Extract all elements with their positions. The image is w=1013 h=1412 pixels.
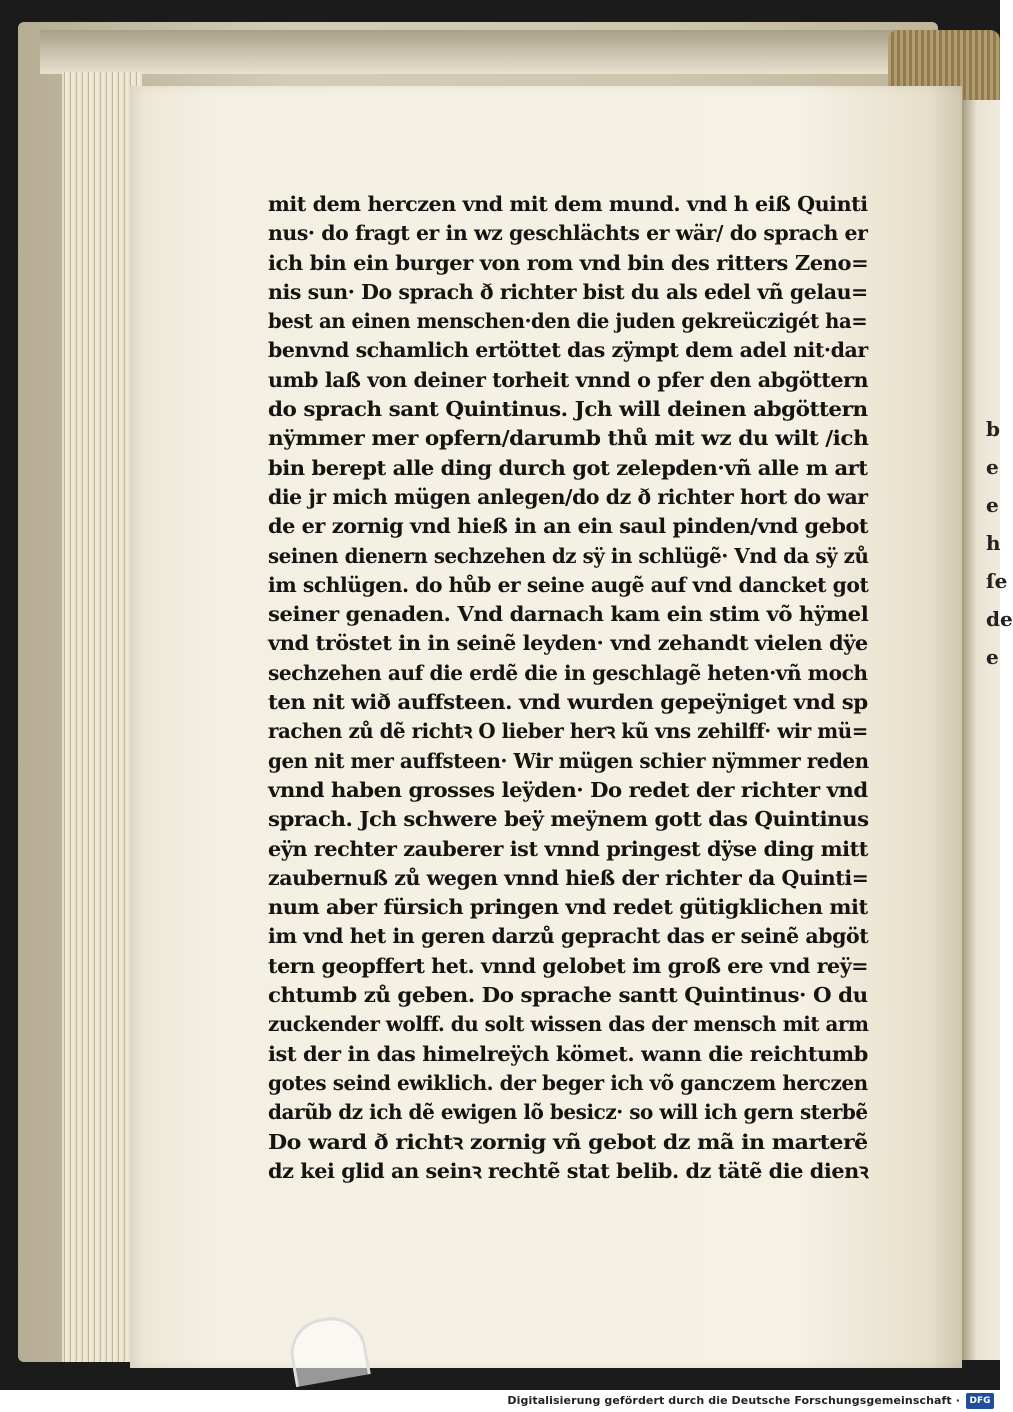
text-line: best an einen menschen·den die juden gekreüczigét ha=: [268, 309, 868, 334]
facing-page-fragment: de: [986, 607, 1013, 631]
text-line: do sprach sant Quintinus. Jch will deinen abgöttern: [268, 397, 868, 422]
text-line: zaubernuß zů wegen vnnd hieß der richter da Quinti=: [268, 865, 869, 890]
text-line: chtumb zů geben. Do sprache santt Quintinus· O du: [268, 983, 868, 1008]
text-line: num aber fürsich pringen vnd redet gütigklichen mit: [268, 895, 868, 920]
facing-page-text-fragments: [986, 410, 1013, 970]
text-line: Do ward ð richtꝛ zornig vñ gebot dz mã in marterẽ: [268, 1129, 868, 1154]
text-line: eÿn rechter zauberer ist vnnd pringest dÿse ding mitt: [268, 836, 868, 861]
text-line: de er zornig vnd hieß in an ein saul pinden/vnd gebot: [268, 514, 869, 539]
text-line: bin berept alle ding durch got zelepden·vñ alle m art: [268, 455, 868, 480]
text-line: im schlügen. do hůb er seine augẽ auf vnd dancket got: [268, 572, 869, 597]
text-line: sprach. Jch schwere beÿ meÿnem gott das Quintinus: [268, 807, 869, 832]
text-line: ten nit wið auffsteen. vnd wurden gepeÿniget vnd sp: [268, 690, 868, 715]
page-text-block: [268, 190, 868, 1186]
text-line: gen nit mer auffsteen· Wir mügen schier nÿmmer reden: [268, 748, 869, 773]
text-line: ist der in das himelreÿch kömet. wann die reichtumb: [268, 1041, 868, 1066]
dfg-logo-icon: DFG: [966, 1393, 994, 1409]
facing-page-fragment: ſe: [986, 569, 1008, 593]
footer-bar: [0, 1390, 1000, 1412]
text-line: nus· do fragt er in wz geschlächts er wär/ do sprach er: [268, 221, 868, 246]
facing-page-fragment: b: [986, 417, 1000, 441]
text-line: sechzehen auf die erdẽ die in geschlagẽ heten·vñ moch: [268, 660, 868, 685]
text-line: ich bin ein burger von rom vnd bin des ritters Zeno=: [268, 250, 869, 275]
facing-page-fragment: e: [986, 493, 999, 517]
funding-credit: Digitalisierung gefördert durch die Deutsche Forschungsgemeinschaft ·: [507, 1394, 960, 1407]
facing-page-fragment: h: [986, 531, 1001, 555]
text-line: rachen zů dẽ richtꝛ O lieber herꝛ kũ vns zehilff· wir mü=: [268, 719, 868, 744]
facing-page-fragment: e: [986, 645, 999, 669]
text-line: gotes seind ewiklich. der beger ich võ ganczem herczen: [268, 1070, 868, 1095]
text-line: tern geopffert het. vnnd gelobet im groß ere vnd reÿ=: [268, 953, 869, 978]
text-line: zuckender wolff. du solt wissen das der mensch mit arm: [268, 1012, 869, 1037]
text-line: nis sun· Do sprach ð richter bist du als edel vñ gelau=: [268, 279, 868, 304]
text-line: darũb dz ich dẽ ewigen lõ besicz· so will ich gern sterbẽ: [268, 1100, 868, 1125]
text-line: nÿmmer mer opfern/darumb thů mit wz du wilt /ich: [268, 426, 869, 451]
text-line: mit dem herczen vnd mit dem mund. vnd h eiß Quinti: [268, 192, 868, 216]
text-line: im vnd het in geren darzů gepracht das er seinẽ abgöt: [268, 924, 869, 949]
text-line: dz kei glid an seinꝛ rechtẽ stat belib. dz tätẽ die dienꝛ: [268, 1158, 869, 1183]
text-line: benvnd schamlich ertöttet das zÿmpt dem adel nit·dar: [268, 338, 868, 363]
cover-top-edge: [40, 30, 920, 74]
facing-page-fragment: e: [986, 455, 999, 479]
text-line: seinen dienern sechzehen dz sÿ in schlügẽ· Vnd da sÿ zů: [268, 543, 869, 568]
text-line: vnd tröstet in in seinẽ leyden· vnd zehandt vielen dÿe: [268, 631, 868, 656]
text-line: vnnd haben grosses leÿden· Do redet der richter vnd: [268, 777, 868, 802]
text-line: seiner genaden. Vnd darnach kam ein stim võ hÿmel: [268, 602, 869, 627]
text-line: umb laß von deiner torheit vnnd o pfer den abgöttern: [268, 367, 869, 392]
text-line: die jr mich mügen anlegen/do dz ð richter hort do war: [268, 484, 868, 509]
